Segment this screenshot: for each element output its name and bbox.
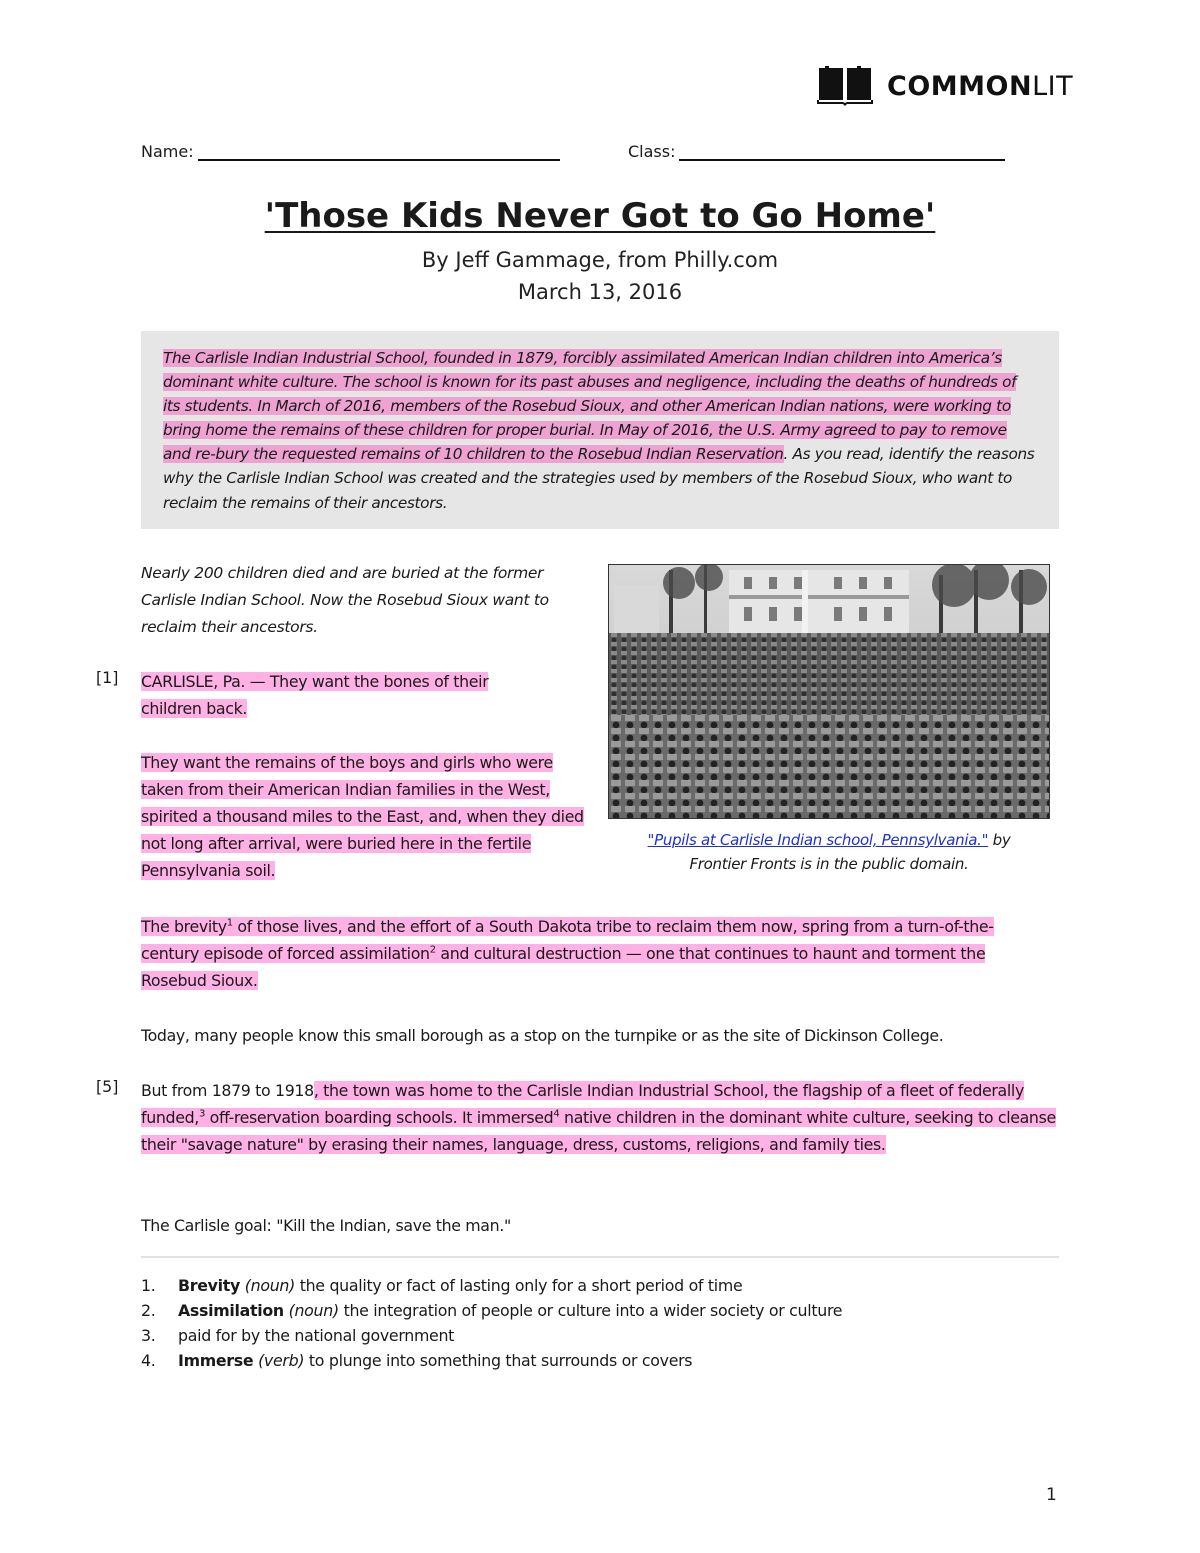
article-title: 'Those Kids Never Got to Go Home' — [264, 196, 936, 236]
footnote-ref[interactable]: 2 — [429, 944, 436, 956]
paragraph-5: But from 1879 to 1918, the town was home to the Carlisle Indian Industrial School, the flagship of a fleet of federally funded,$^3$ off-reservation boarding schools. It immersed$^4$ native children in the dominant white culture, seeking to cleanse their "savage nature" by erasing their names, language, dress, customs, religions, and family ties. — [141, 1081, 1056, 1154]
footnote-item: 4. Immerse (verb) to plunge into something that surrounds or covers — [141, 1351, 693, 1370]
article-date: March 13, 2016 — [517, 280, 683, 304]
intro-box — [141, 331, 1059, 529]
logo-text: COMMONLIT — [887, 70, 1074, 102]
class-field[interactable] — [628, 139, 1005, 161]
highlight[interactable]: , the town was home to the Carlisle Indian Industrial School, the flagship of a fleet of federally funded,$^3$ off-reservation boarding schools. It immersed$^4$ native children in the dominant white culture, seeking to cleanse their "savage nature" by erasing their names, language, dress, customs, religions, and family ties. — [141, 1081, 1056, 1154]
footnote-item: 3. paid for by the national government — [141, 1326, 455, 1345]
footnote-divider — [141, 1256, 1059, 1258]
intro-text — [163, 346, 1037, 515]
article-subhead: Nearly 200 children died and are buried at the former Carlisle Indian School. Now the Rosebud Sioux want to reclaim their ancestors. — [141, 564, 549, 636]
commonlit-logo — [817, 66, 1073, 106]
photo-source-link[interactable]: "Pupils at Carlisle Indian school, Pennsylvania." — [647, 831, 989, 849]
footnote-ref[interactable]: 4 — [553, 1108, 560, 1120]
footnote-ref[interactable]: 1 — [226, 917, 233, 929]
class-label: Class: — [628, 142, 676, 161]
highlight[interactable]: CARLISLE, Pa. — They want the bones of their children back. — [141, 672, 489, 718]
name-input-line[interactable] — [198, 139, 560, 161]
name-field[interactable] — [141, 139, 560, 161]
paragraph-number: [5] — [96, 1077, 119, 1096]
historical-photo — [608, 564, 1050, 819]
footnote-item: 2. Assimilation (noun) the integration of people or culture into a wider society or culture — [141, 1301, 843, 1320]
class-input-line[interactable] — [679, 139, 1005, 161]
paragraph-number: [1] — [96, 668, 119, 687]
intro-highlight[interactable]: The Carlisle Indian Industrial School, founded in 1879, forcibly assimilated American Indian children into America’s dominant white culture. The school is known for its past abuses and negligence, including the deaths of hundreds of its students. In March of 2016, members of the Rosebud Sioux, and other American Indian nations, were working to bring home the remains of these children for proper burial. In May of 2016, the U.S. Army agreed to pay to remove and re-bury the requested remains of 10 children to the Rosebud Indian Reservation — [163, 349, 1017, 464]
photo-credit: Frontier Fronts is in the public domain. — [689, 855, 969, 873]
photo-caption: "Pupils at Carlisle Indian school, Pennsylvania." by Frontier Fronts is in the public domain. — [647, 831, 1011, 873]
page-number: 1 — [1046, 1485, 1057, 1505]
name-label: Name: — [141, 142, 194, 161]
intro-plain: . As you read, identify the reasons why the Carlisle Indian School was created and the strategies used by members of the Rosebud Sioux, who want to reclaim the remains of their ancestors. — [163, 445, 1035, 512]
paragraph-2 — [141, 749, 591, 884]
footnote-item: 1. Brevity (noun) the quality or fact of lasting only for a short period of time — [141, 1276, 743, 1295]
highlight[interactable]: The brevity$^1$ of those lives, and the effort of a South Dakota tribe to reclaim them now, spring from a turn-of-the-century episode of forced assimilation$^2$ and cultural destruction — one that continues to haunt and torment the Rosebud Sioux. — [141, 917, 994, 990]
photo-image — [609, 565, 1050, 819]
paragraph-1 — [141, 668, 531, 722]
footnotes-list — [141, 1273, 842, 1373]
paragraph-4: Today, many people know this small borough as a stop on the turnpike or as the site of Dickinson College. — [141, 1026, 944, 1045]
open-book-icon — [817, 66, 873, 106]
highlight[interactable]: They want the remains of the boys and girls who were taken from their American Indian families in the West, spirited a thousand miles to the East, and, when they died not long after arrival, were buried here in the fertile Pennsylvania soil. — [141, 753, 584, 880]
footnote-ref[interactable]: 3 — [198, 1108, 205, 1120]
article-byline: By Jeff Gammage, from Philly.com — [421, 248, 779, 272]
paragraph-3 — [141, 913, 1041, 994]
paragraph-6: The Carlisle goal: "Kill the Indian, save the man." — [141, 1216, 511, 1235]
